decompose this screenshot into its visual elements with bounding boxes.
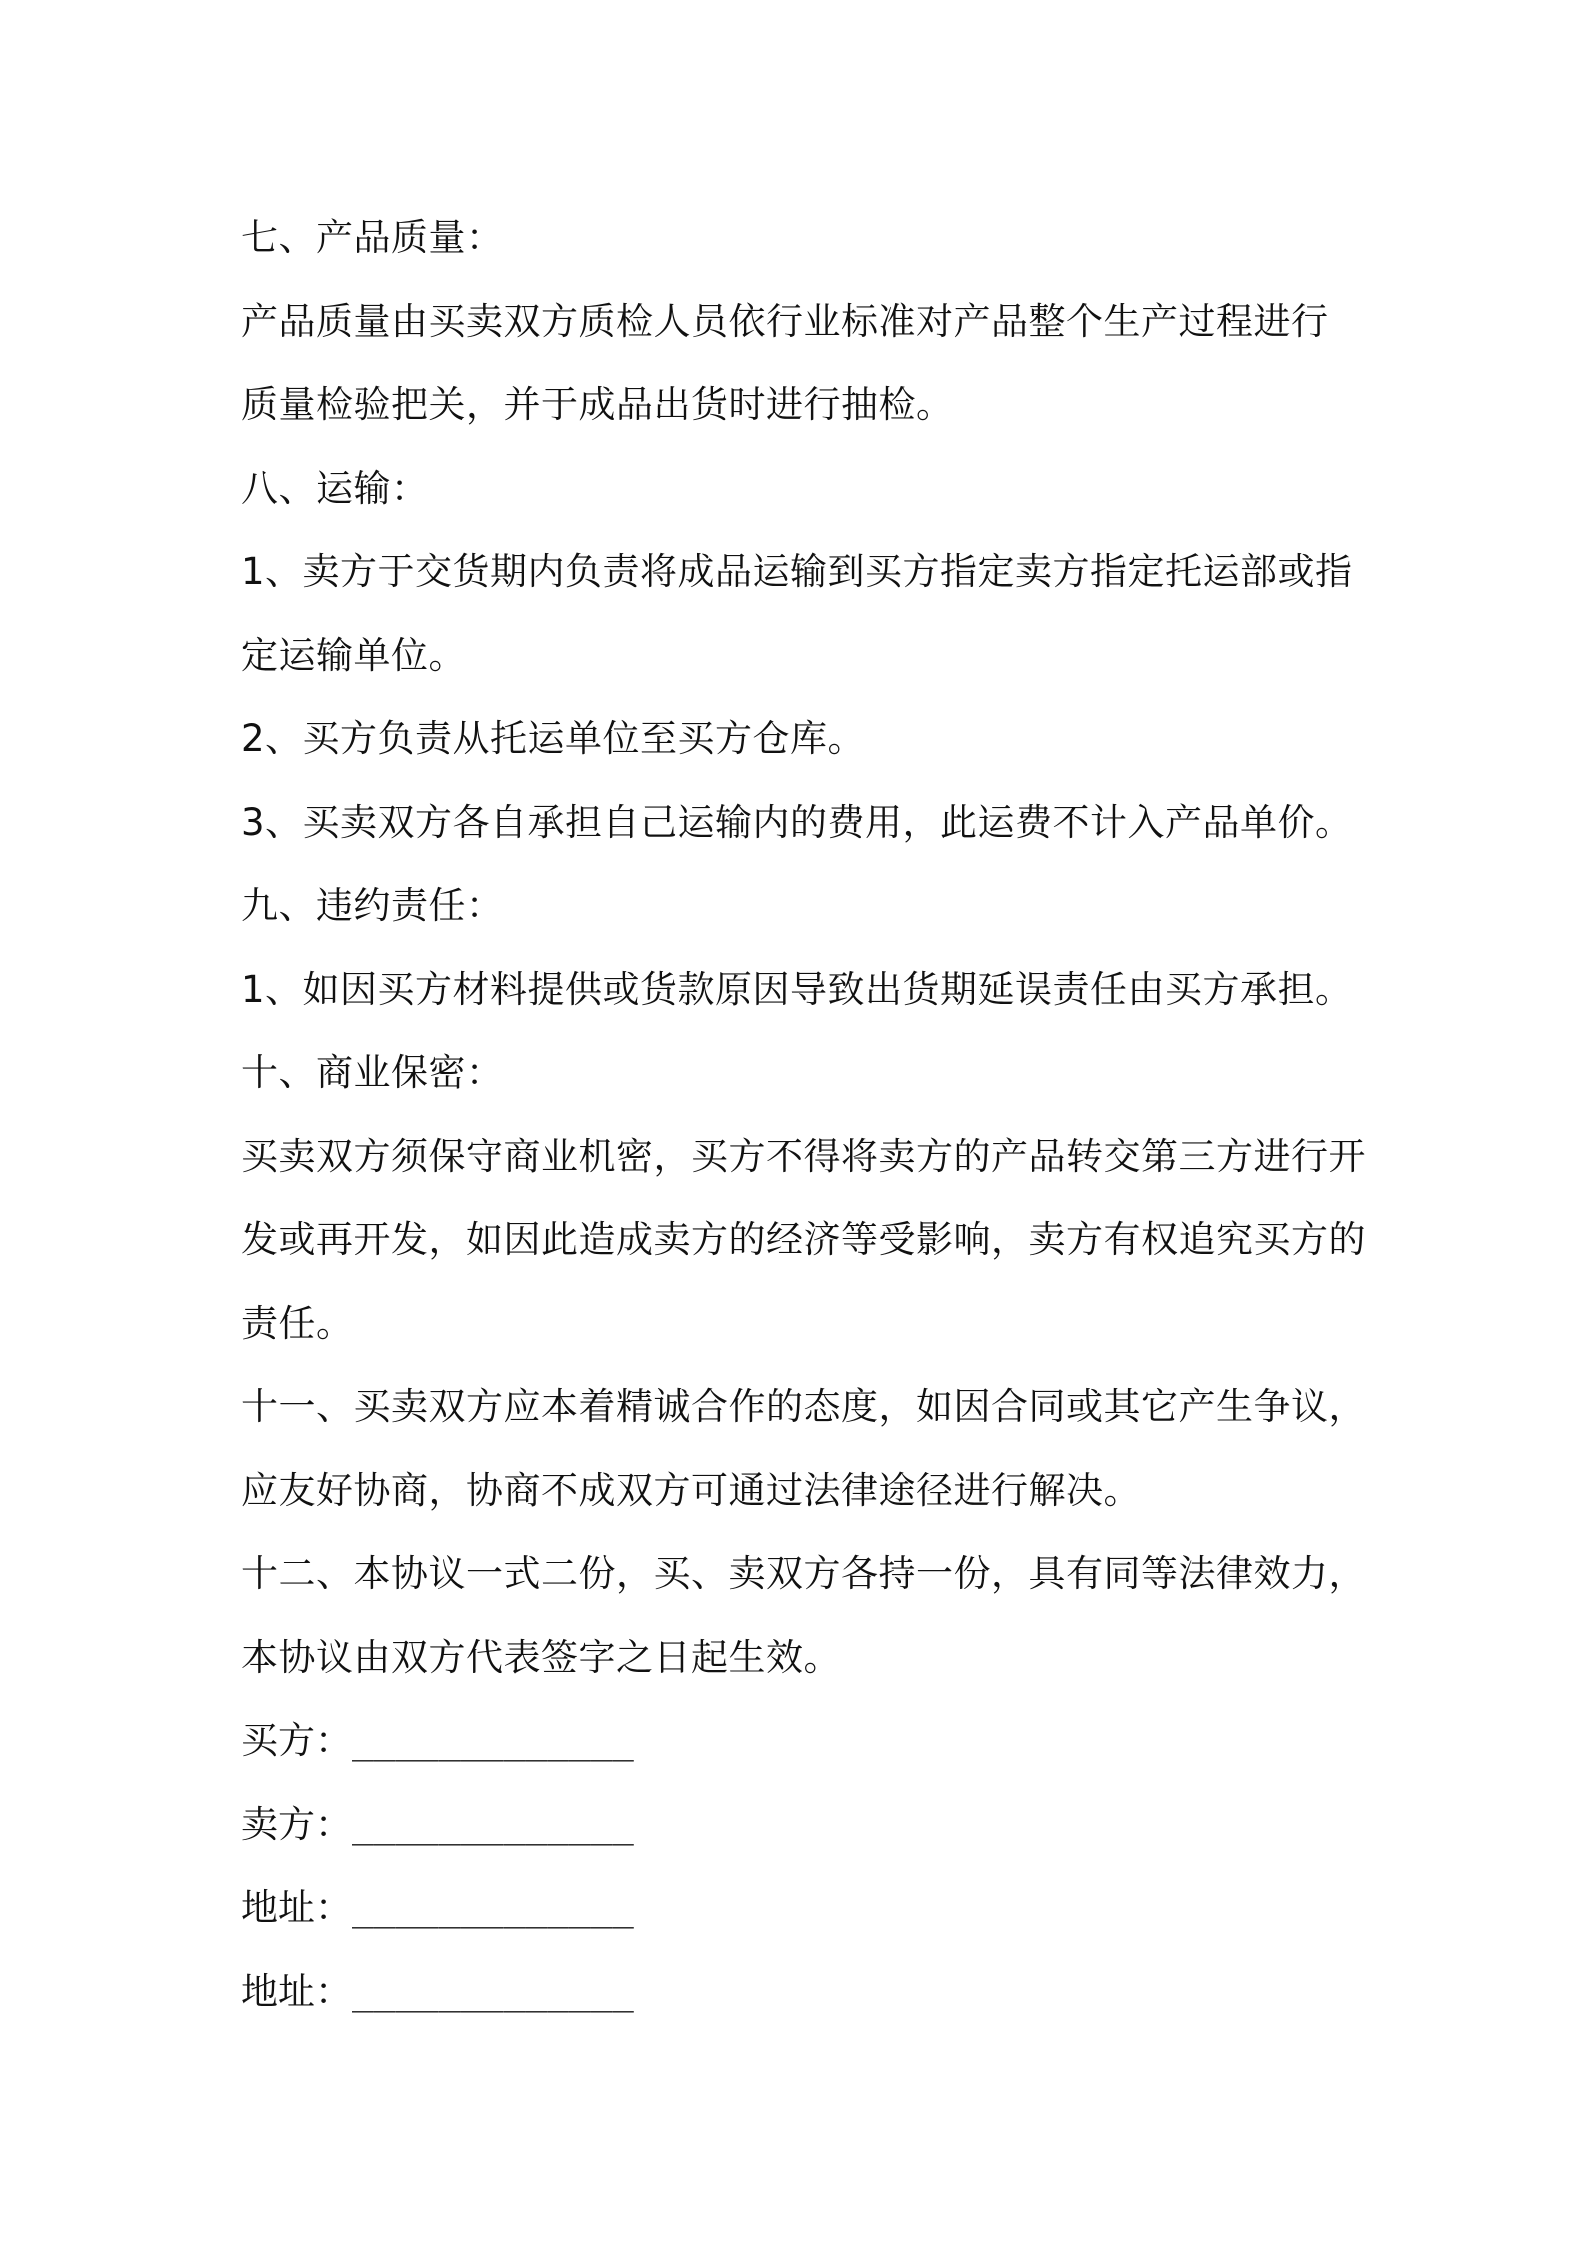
section-heading-transport: 八、运输： [241,466,429,510]
signature-row-address [241,1950,1361,2034]
signature-row-buyer [241,1699,1361,1783]
paragraph-line: 发或再开发，如因此造成卖方的经济等受影响，卖方有权追究买方的 [241,1218,1366,1261]
paragraph-line: 1、如因买方材料提供或货款原因导致出货期延误责任由买方承担。 [241,967,1353,1011]
section-heading-quality: 七、产品质量： [241,216,504,259]
paragraph-line: 十二、本协议一式二份，买、卖双方各持一份，具有同等法律效力， [241,1552,1366,1595]
paragraph-line: 责任。 [241,1301,354,1345]
signature-blank: _____________ [352,1804,634,1846]
paragraph-line: 本协议由双方代表签字之日起生效。 [241,1635,841,1679]
paragraph-line: 买卖双方须保守商业机密，买方不得将卖方的产品转交第三方进行开 [241,1134,1366,1178]
paragraph-line: 3、买卖双方各自承担自己运输内的费用，此运费不计入产品单价。 [241,800,1353,844]
signature-row-address [241,1866,1361,1950]
paragraph-line: 1、卖方于交货期内负责将成品运输到买方指定卖方指定托运部或指 [241,550,1353,593]
document-body [241,196,1366,2033]
signature-label: 地址： [241,1969,352,2013]
signature-blank: _____________ [352,1971,634,2013]
section-heading-liability: 九、违约责任： [241,884,504,927]
signature-label: 地址： [241,1886,352,1929]
paragraph-line: 质量检验把关，并于成品出货时进行抽检。 [241,383,954,426]
section-heading-confidentiality: 十、商业保密： [241,1051,504,1094]
paragraph-line: 应友好协商，协商不成双方可通过法律途径进行解决。 [241,1468,1141,1512]
paragraph-line: 产品质量由买卖双方质检人员依行业标准对产品整个生产过程进行 [241,299,1329,343]
paragraph-line: 定运输单位。 [241,633,466,677]
signature-label: 卖方： [241,1802,352,1846]
signature-row-seller [241,1783,1361,1867]
signature-blank: _____________ [352,1888,634,1929]
paragraph-line: 2、买方负责从托运单位至买方仓库。 [241,717,866,760]
signature-label: 买方： [241,1719,352,1762]
paragraph-line: 十一、买卖双方应本着精诚合作的态度，如因合同或其它产生争议， [241,1385,1366,1428]
signature-blank: _____________ [352,1721,634,1762]
